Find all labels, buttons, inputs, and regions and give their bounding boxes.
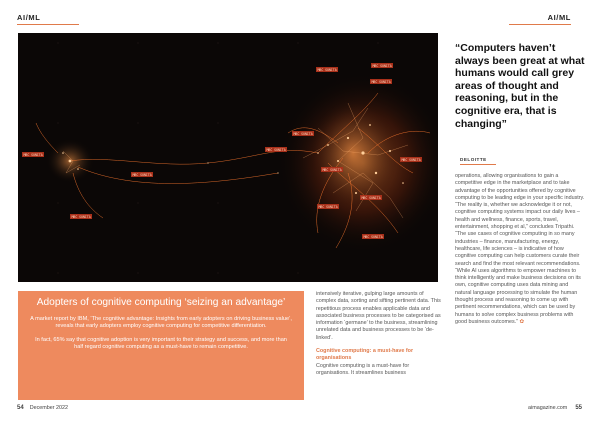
callout-paragraph: A market report by IBM, ‘The cognitive advantage: Insights from early adopters on driving business value’, reveals that early adopters employ cognitive computing for competitive differentiation. xyxy=(30,316,292,330)
hero-tag: MBC SUNITA xyxy=(318,204,338,209)
site-url: aimagazine.com xyxy=(528,405,568,411)
middle-column-text xyxy=(316,291,444,377)
hero-tag: MBC SUNITA xyxy=(372,63,392,68)
pull-quote: “Computers haven’t always been great at what humans would call grey areas of thought and reasoning, but in the cognitive era, that is changing” xyxy=(455,42,585,130)
quote-rule xyxy=(460,164,496,165)
body-paragraph-text: “While AI uses algorithms to empower machines to think intelligently and make business decisions on its own, cognitive computing uses data mining and natural language processing to simulate the human thought process and reasoning to come up with pertinent recommendations, which can be used by humans to solve complex business problems with good business outcomes.” xyxy=(455,267,581,325)
page-number-right: 55 xyxy=(575,405,582,411)
quote-source: DELOITTE xyxy=(460,157,487,162)
subheading: Cognitive computing: a must-have for organisations xyxy=(316,348,414,362)
end-mark-icon: ✿ xyxy=(519,318,524,325)
callout-paragraph: In fact, 65% say that cognitive adoption is very important to their strategy and success, and more than half regard cognitive computing as a must-have to remain competitive. xyxy=(35,336,287,350)
body-paragraph xyxy=(455,268,585,326)
hero-tag: MBC SUNITA xyxy=(293,131,313,136)
section-label-right: AI/ML xyxy=(547,13,571,22)
body-paragraph: operations, allowing organisations to gain a competitive edge in the marketplace and to take advantage of the opportunities offered by cognitive computing to be leading edge in your specific industry. xyxy=(455,173,585,201)
callout-title: Adopters of cognitive computing ‘seizing an advantage’ xyxy=(36,297,286,308)
hero-tag: MBC SUNITA xyxy=(317,67,337,72)
hero-tag: MBC SUNITA xyxy=(322,167,342,172)
hero-tag: MBC SUNITA xyxy=(361,195,381,200)
hero-network-image xyxy=(18,33,438,282)
right-column-text xyxy=(455,173,585,326)
callout-box xyxy=(18,291,304,400)
footer-right xyxy=(528,405,582,411)
footer-left xyxy=(17,405,68,411)
body-paragraph: “The reality is, whether we acknowledge it or not, cognitive computing systems impact our daily lives – health and wellness, finance, sports, travel, entertainment, shopping et al,” concludes Tripathi. “The use cases of cognitive computing in so many industries – finance, manufacturing, energy, healthcare, life sciences – is indicative of how cognitive computing can help customers curate their search and find the most relevant recommendations. xyxy=(455,202,581,267)
hero-tag: MBC SUNITA xyxy=(266,147,286,152)
issue-date: December 2022 xyxy=(29,405,69,411)
hero-tag: MBC SUNITA xyxy=(363,234,383,239)
hero-tag: MBC SUNITA xyxy=(371,79,391,84)
body-paragraph: Cognitive computing is a must-have for organisations. It streamlines business xyxy=(316,362,410,376)
hero-tag: MBC SUNITA xyxy=(401,157,421,162)
section-label-left: AI/ML xyxy=(17,13,41,22)
hero-tag: MBC SUNITA xyxy=(71,214,91,219)
section-rule-right xyxy=(509,24,571,25)
body-paragraph: intensively iterative, gulping large amounts of complex data, sorting and sifting pertinent data. This repetitious process enables applicable data and associated business processes to be categorised as information ‘germane’ to the business, streamlining unrelated data and business processes to be ‘de-linked’. xyxy=(316,291,441,341)
page-number-left: 54 xyxy=(17,405,24,411)
hero-tag: MBC SUNITA xyxy=(132,172,152,177)
network-illustration xyxy=(18,33,438,282)
section-rule-left xyxy=(17,24,79,25)
hero-tag: MBC SUNITA xyxy=(23,152,43,157)
